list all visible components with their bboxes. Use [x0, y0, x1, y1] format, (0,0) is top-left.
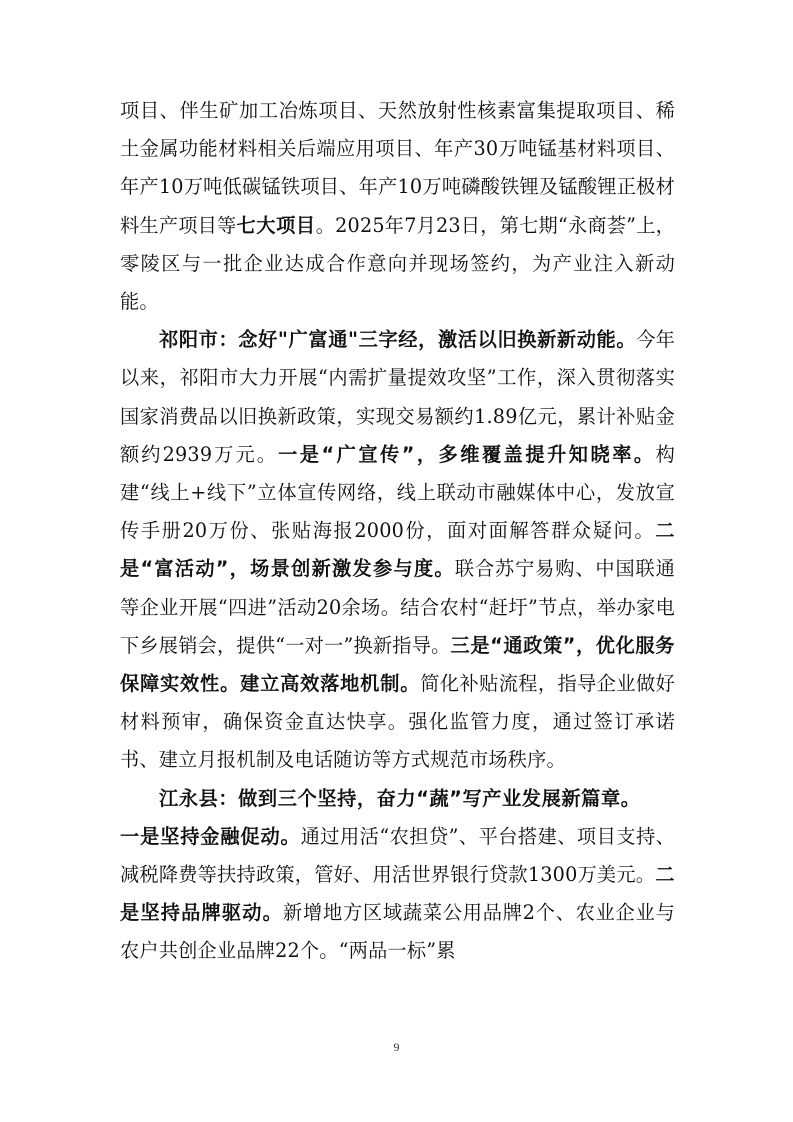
bold-run: 三是“通政策”，优化服务保障实效性。建立高效落地机制。 [120, 633, 676, 696]
bold-run: 二是“富活动”，场景创新激发参与度。 [120, 519, 675, 581]
section-heading-jiangyong: 江永县：做到三个坚持，奋力“蔬”写产业发展新篇章。 [159, 786, 641, 810]
text-run: 构建“线上+线下”立体宣传网络，线上联动市融媒体中心，发放宣传手册20万份、张贴海报2000份，面对面解答群众疑问。 [120, 442, 675, 543]
bold-run: 二是坚持品牌驱动。 [120, 863, 675, 925]
section-heading-qiyang: 祁阳市：念好"广富通"三字经，激活以旧换新新动能。 [159, 328, 637, 352]
page-number: 9 [393, 1040, 400, 1054]
text-run: 简化补贴流程，指导企业做好材料预审，确保资金直达快享。强化监管力度，通过签订承诺书、建立月报机制及电话随访等方式规范市场秩序。 [120, 672, 676, 772]
bold-run: 七大项目 [236, 213, 316, 237]
text-run: 通过用活“农担贷”、平台搭建、项目支持、减税降费等扶持政策，管好、用活世界银行贷款1300万美元。 [120, 824, 675, 887]
bold-run: 一是坚持金融促动。 [120, 824, 301, 848]
text-run: 。2025年7月23日，第七期“永商荟”上，零陵区与一批企业达成合作意向并现场签约，为产业注入新动能。 [120, 213, 676, 314]
text-run: 新增地方区域蔬菜公用品牌2个、农业企业与农户共创企业品牌22个。“两品一标”累 [120, 901, 675, 963]
text-run: 联合苏宁易购、中国联通等企业开展“四进”活动20余场。结合农村“赶圩”节点，举办家电下乡展销会，提供“一对一”换新指导。 [120, 557, 676, 657]
paragraph-jiangyong-heading [120, 780, 675, 818]
paragraph-lingling-projects [120, 92, 675, 321]
text-run: 项目、伴生矿加工冶炼项目、天然放射性核素富集提取项目、稀土金属功能材料相关后端应用项目、年产30万吨锰基材料项目、年产10万吨低碳锰铁项目、年产10万吨磷酸铁锂及锰酸锂正极材料生产项目等 [120, 99, 675, 237]
paragraph-qiyang [120, 321, 675, 779]
bold-run: 一是“广宣传”，多维覆盖提升知晓率。 [278, 442, 656, 466]
paragraph-jiangyong-body [120, 818, 675, 971]
text-run: 今年以来，祁阳市大力开展“内需扩量提效攻坚”工作，深入贯彻落实国家消费品以旧换新政策，实现交易额约1.89亿元，累计补贴金额约2939万元。 [120, 328, 675, 466]
